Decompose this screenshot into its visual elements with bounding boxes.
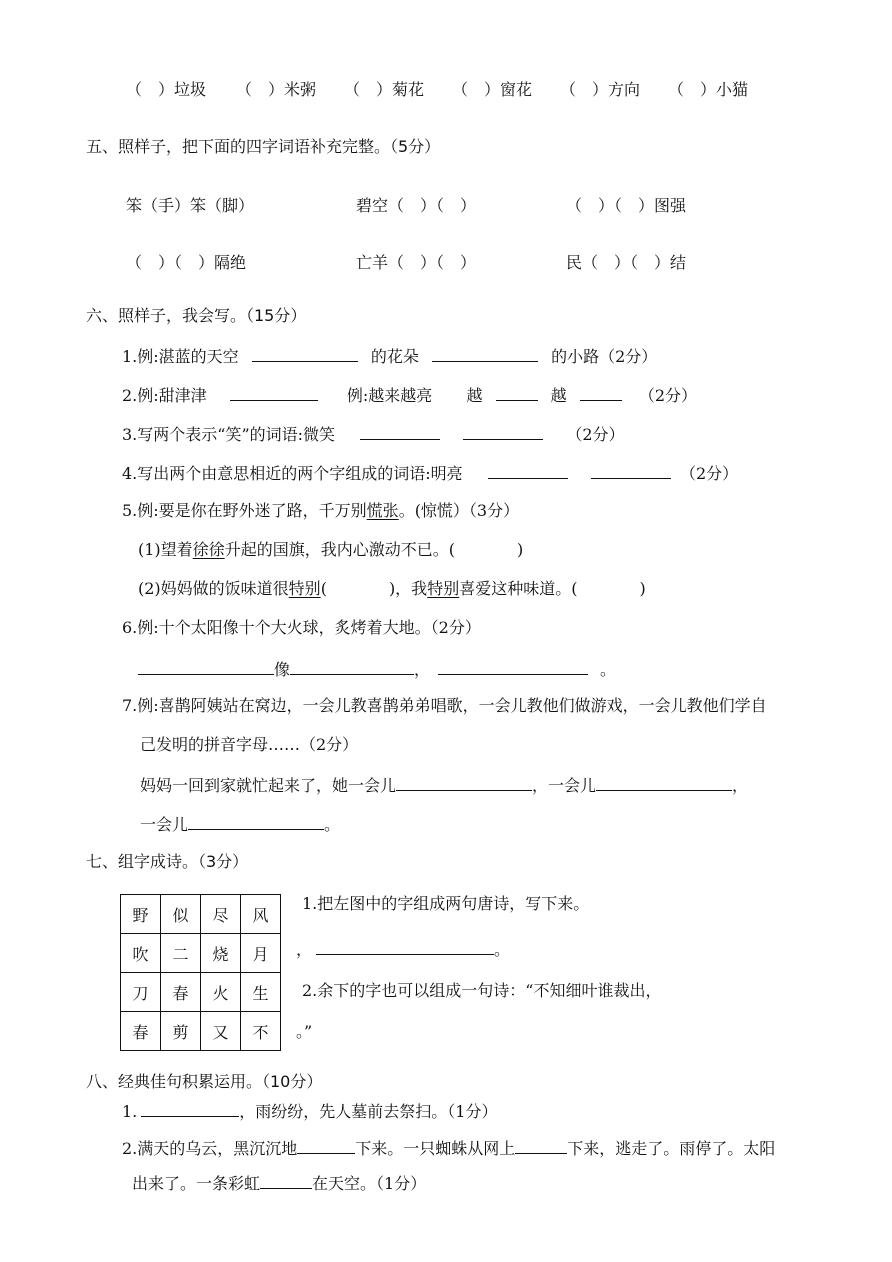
question-6-7-answer (140, 774, 748, 796)
idiom-item: 民（ ）（ ）结 (566, 253, 687, 272)
answer-blank[interactable] (252, 345, 358, 362)
answer-blank[interactable] (297, 1137, 355, 1154)
q-text: 下来。一只蜘蛛从网上 (355, 1139, 516, 1158)
question-7-2: 2.余下的字也可以组成一句诗：“不知细叶谁裁出， (302, 981, 662, 1000)
sec4-item: （ ）窗花 (452, 80, 533, 99)
q-text: 下来，逃走了。雨停了。太阳 (567, 1139, 776, 1158)
grid-cell: 月 (241, 934, 281, 973)
q-text: 。 (324, 815, 341, 834)
sec4-item: （ ）方向 (560, 80, 641, 99)
q-text: 例:越来越亮 (346, 386, 433, 405)
grid-cell: 春 (161, 973, 201, 1012)
answer-blank[interactable] (188, 813, 324, 830)
grid-cell: 又 (201, 1012, 241, 1051)
section-title-5: 五、照样子，把下面的四字词语补充完整。（5分） (86, 137, 441, 156)
grid-cell: 尽 (201, 895, 241, 934)
q-text: （2分） (638, 386, 698, 405)
q-text: 越 (466, 386, 483, 405)
answer-blank[interactable] (596, 774, 732, 791)
question-6-6: 6.例:十个太阳像十个大火球，炙烤着大地。（2分） (122, 618, 481, 637)
grid-cell: 似 (161, 895, 201, 934)
answer-blank[interactable] (432, 345, 538, 362)
q-text: ，一会儿 (532, 776, 597, 795)
q-text: 2.满天的乌云，黑沉沉地 (122, 1139, 298, 1158)
question-6-2 (122, 384, 697, 406)
q-text: (1)望着 (138, 540, 193, 559)
question-7-2-answer: 。” (296, 1022, 313, 1041)
grid-cell: 吹 (121, 934, 161, 973)
answer-blank[interactable] (290, 658, 414, 675)
q-text: 4.写出两个由意思相近的两个字组成的词语:明亮 (122, 464, 463, 483)
question-6-3 (122, 423, 625, 445)
q-text: 在天空。（1分） (312, 1174, 427, 1193)
grid-cell: 春 (121, 1012, 161, 1051)
grid-cell: 火 (201, 973, 241, 1012)
grid-cell: 刀 (121, 973, 161, 1012)
idiom-item: 碧空（ ）（ ） (356, 196, 477, 215)
section-title-8: 八、经典佳句积累运用。（10分） (86, 1072, 323, 1091)
q-text: 一会儿 (140, 815, 189, 834)
question-6-4 (122, 462, 738, 484)
question-8-1 (122, 1100, 497, 1122)
underlined-word: 特别 (427, 579, 460, 598)
q-text: 妈妈一回到家就忙起来了，她一会儿 (140, 776, 397, 795)
q-text: ( (320, 579, 327, 598)
question-6-5-1 (138, 540, 523, 560)
q-text: 喜爱这种味道。( (459, 579, 578, 598)
q-text: ，雨纷纷，先人墓前去祭扫。（1分） (239, 1102, 498, 1121)
sec4-item: （ ）小猫 (668, 80, 749, 99)
answer-blank[interactable] (360, 423, 440, 440)
question-6-1 (122, 345, 657, 367)
answer-blank[interactable] (580, 384, 622, 401)
question-8-2 (122, 1137, 775, 1159)
q-text: 1.例:湛蓝的天空 (122, 347, 239, 366)
answer-blank[interactable] (316, 938, 494, 955)
answer-blank[interactable] (496, 384, 538, 401)
grid-cell: 野 (121, 895, 161, 934)
q-text: 。(惊慌）（3分） (398, 501, 520, 520)
q-text: ， (732, 776, 749, 795)
answer-blank[interactable] (138, 658, 274, 675)
question-7-1-answer (296, 938, 510, 960)
poem-character-grid (120, 894, 281, 1051)
q-text: 的花朵 (370, 347, 419, 366)
q-text: 1. (122, 1102, 138, 1121)
idiom-example: 笨（手）笨（脚） (126, 196, 255, 215)
q-text: (2)妈妈做的饭味道很 (138, 579, 289, 598)
q-text: 。 (494, 940, 511, 959)
question-8-2-cont (132, 1172, 426, 1194)
q-text: （2分） (679, 464, 739, 483)
q-text: ， (296, 940, 313, 959)
question-6-6-answer (138, 658, 616, 680)
q-text: 出来了。一条彩虹 (132, 1174, 261, 1193)
answer-blank[interactable] (488, 462, 568, 479)
q-text: （2分） (566, 425, 625, 444)
answer-blank[interactable] (141, 1100, 239, 1117)
answer-blank[interactable] (230, 384, 318, 401)
q-text: ， (414, 660, 431, 679)
q-text: 3.写两个表示“笑”的词语:微笑 (122, 425, 336, 444)
idiom-item: 亡羊（ ）（ ） (356, 253, 477, 272)
q-text: 5.例:要是你在野外迷了路，千万别 (122, 501, 367, 520)
q-text: ) (639, 579, 646, 598)
grid-cell: 不 (241, 1012, 281, 1051)
section-title-6: 六、照样子，我会写。（15分） (86, 306, 307, 325)
q-text: 越 (550, 386, 567, 405)
question-6-5-2 (138, 579, 646, 599)
answer-blank[interactable] (463, 423, 543, 440)
question-6-7-answer-2 (140, 813, 340, 835)
answer-blank[interactable] (396, 774, 532, 791)
grid-cell: 二 (161, 934, 201, 973)
q-text: 升起的国旗，我内心激动不已。( (224, 540, 455, 559)
grid-cell: 风 (241, 895, 281, 934)
grid-cell: 剪 (161, 1012, 201, 1051)
answer-blank[interactable] (260, 1172, 312, 1189)
answer-blank[interactable] (438, 658, 588, 675)
section-title-7: 七、组字成诗。（3分） (86, 852, 249, 871)
sec4-item: （ ）垃圾 (126, 80, 207, 99)
q-text: 。 (600, 660, 617, 679)
question-6-7-cont: 己发明的拼音字母……（2分） (140, 735, 359, 754)
q-text: 像 (274, 660, 291, 679)
sec4-item: （ ）菊花 (344, 80, 425, 99)
answer-blank[interactable] (591, 462, 671, 479)
sec4-item: （ ）米粥 (236, 80, 317, 99)
underlined-word: 特别 (288, 579, 321, 598)
idiom-item: （ ）（ ）图强 (566, 196, 687, 215)
question-6-5 (122, 501, 519, 521)
question-6-7: 7.例:喜鹊阿姨站在窝边，一会儿教喜鹊弟弟唱歌，一会儿教他们做游戏，一会儿教他们学自 (122, 696, 767, 715)
question-7-1: 1.把左图中的字组成两句唐诗，写下来。 (302, 894, 590, 913)
idiom-item: （ ）（ ）隔绝 (126, 253, 247, 272)
q-text: )，我 (388, 579, 428, 598)
underlined-word: 徐徐 (192, 540, 225, 559)
underlined-word: 慌张 (366, 501, 399, 520)
q-text: ) (516, 540, 524, 559)
q-text: 2.例:甜津津 (122, 386, 207, 405)
answer-blank[interactable] (515, 1137, 567, 1154)
grid-cell: 烧 (201, 934, 241, 973)
grid-cell: 生 (241, 973, 281, 1012)
q-text: 的小路（2分） (551, 347, 658, 366)
